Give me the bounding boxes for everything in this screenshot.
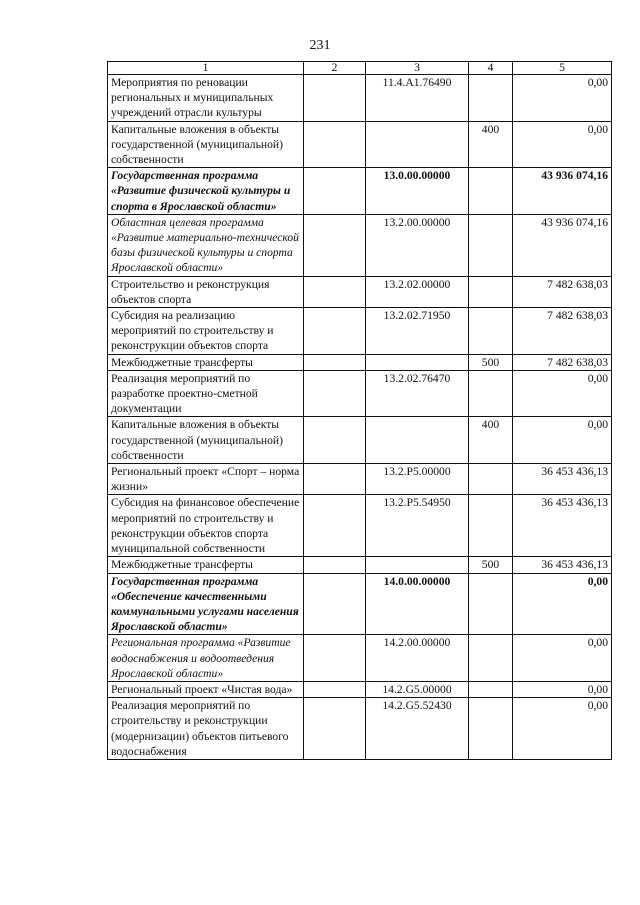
row-col2-cell [304,635,366,682]
row-code-cell: 14.0.00.00000 [366,573,469,635]
page-number: 231 [309,38,331,53]
row-code-cell [366,121,469,168]
table-header-row [108,62,612,75]
row-amount-cell: 0,00 [513,75,612,122]
row-expense-type-cell [469,276,513,307]
row-amount-cell: 43 936 074,16 [513,214,612,276]
table-row [108,354,612,370]
row-amount-cell: 0,00 [513,573,612,635]
row-code-cell: 13.2.P5.54950 [366,495,469,557]
table-row [108,75,612,122]
row-amount-cell: 36 453 436,13 [513,557,612,573]
row-amount-cell: 36 453 436,13 [513,464,612,495]
row-col2-cell [304,276,366,307]
row-amount-cell: 43 936 074,16 [513,168,612,215]
row-code-cell: 14.2.G5.00000 [366,681,469,697]
row-code-cell: 13.0.00.00000 [366,168,469,215]
budget-table [107,61,612,760]
table-row [108,635,612,682]
row-col2-cell [304,681,366,697]
row-amount-cell: 7 482 638,03 [513,354,612,370]
table-row [108,573,612,635]
row-amount-cell: 0,00 [513,635,612,682]
row-code-cell [366,417,469,464]
row-name-cell: Областная целевая программа «Развитие материально-технической базы физической культуры и спорта Ярославской области» [108,214,304,276]
row-amount-cell: 0,00 [513,121,612,168]
column-header: 3 [366,62,469,75]
row-code-cell: 13.2.02.71950 [366,308,469,355]
row-col2-cell [304,370,366,417]
row-amount-cell: 0,00 [513,417,612,464]
row-expense-type-cell [469,75,513,122]
row-col2-cell [304,417,366,464]
row-name-cell: Региональная программа «Развитие водоснабжения и водоотведения Ярославской области» [108,635,304,682]
row-name-cell: Региональный проект «Спорт – норма жизни» [108,464,304,495]
table-row [108,121,612,168]
row-code-cell: 13.2.00.00000 [366,214,469,276]
row-expense-type-cell [469,464,513,495]
row-col2-cell [304,214,366,276]
table-row [108,370,612,417]
row-name-cell: Капитальные вложения в объекты государственной (муниципальной) собственности [108,121,304,168]
row-col2-cell [304,573,366,635]
row-amount-cell: 7 482 638,03 [513,308,612,355]
row-amount-cell: 0,00 [513,370,612,417]
row-expense-type-cell: 400 [469,121,513,168]
row-name-cell: Региональный проект «Чистая вода» [108,681,304,697]
table-row [108,214,612,276]
table-row [108,276,612,307]
row-col2-cell [304,75,366,122]
row-expense-type-cell [469,495,513,557]
row-code-cell: 13.2.02.76470 [366,370,469,417]
row-col2-cell [304,464,366,495]
row-expense-type-cell: 400 [469,417,513,464]
column-header: 2 [304,62,366,75]
table-row [108,464,612,495]
row-amount-cell: 7 482 638,03 [513,276,612,307]
row-code-cell: 11.4.A1.76490 [366,75,469,122]
row-name-cell: Строительство и реконструкция объектов спорта [108,276,304,307]
row-code-cell [366,354,469,370]
row-expense-type-cell [469,370,513,417]
row-name-cell: Реализация мероприятий по строительству и реконструкции (модернизации) объектов питьевого водоснабжения [108,698,304,760]
row-expense-type-cell [469,681,513,697]
row-name-cell: Межбюджетные трансферты [108,354,304,370]
column-header: 4 [469,62,513,75]
row-amount-cell: 0,00 [513,698,612,760]
row-code-cell: 14.2.G5.52430 [366,698,469,760]
table-row [108,557,612,573]
row-name-cell: Субсидия на реализацию мероприятий по строительству и реконструкции объектов спорта [108,308,304,355]
row-code-cell: 14.2.00.00000 [366,635,469,682]
row-code-cell [366,557,469,573]
column-header: 1 [108,62,304,75]
row-code-cell: 13.2.02.00000 [366,276,469,307]
row-name-cell: Субсидия на финансовое обеспечение мероприятий по строительству и реконструкции объектов спорта муниципальной собственности [108,495,304,557]
row-name-cell: Капитальные вложения в объекты государственной (муниципальной) собственности [108,417,304,464]
table-row [108,495,612,557]
table-row [108,168,612,215]
row-col2-cell [304,354,366,370]
row-expense-type-cell: 500 [469,557,513,573]
row-name-cell: Государственная программа «Обеспечение качественными коммунальными услугами населения Ярославской области» [108,573,304,635]
row-name-cell: Мероприятия по реновации региональных и муниципальных учреждений отрасли культуры [108,75,304,122]
row-expense-type-cell [469,635,513,682]
row-expense-type-cell [469,168,513,215]
table-row [108,417,612,464]
row-col2-cell [304,121,366,168]
column-header: 5 [513,62,612,75]
table-row [108,698,612,760]
row-col2-cell [304,168,366,215]
table-row [108,308,612,355]
row-expense-type-cell: 500 [469,354,513,370]
row-amount-cell: 36 453 436,13 [513,495,612,557]
table-row [108,681,612,697]
row-expense-type-cell [469,214,513,276]
row-name-cell: Межбюджетные трансферты [108,557,304,573]
row-name-cell: Государственная программа «Развитие физической культуры и спорта в Ярославской области» [108,168,304,215]
row-name-cell: Реализация мероприятий по разработке проектно-сметной документации [108,370,304,417]
row-amount-cell: 0,00 [513,681,612,697]
row-code-cell: 13.2.P5.00000 [366,464,469,495]
row-expense-type-cell [469,573,513,635]
row-col2-cell [304,495,366,557]
row-expense-type-cell [469,698,513,760]
row-col2-cell [304,698,366,760]
row-col2-cell [304,308,366,355]
row-col2-cell [304,557,366,573]
row-expense-type-cell [469,308,513,355]
